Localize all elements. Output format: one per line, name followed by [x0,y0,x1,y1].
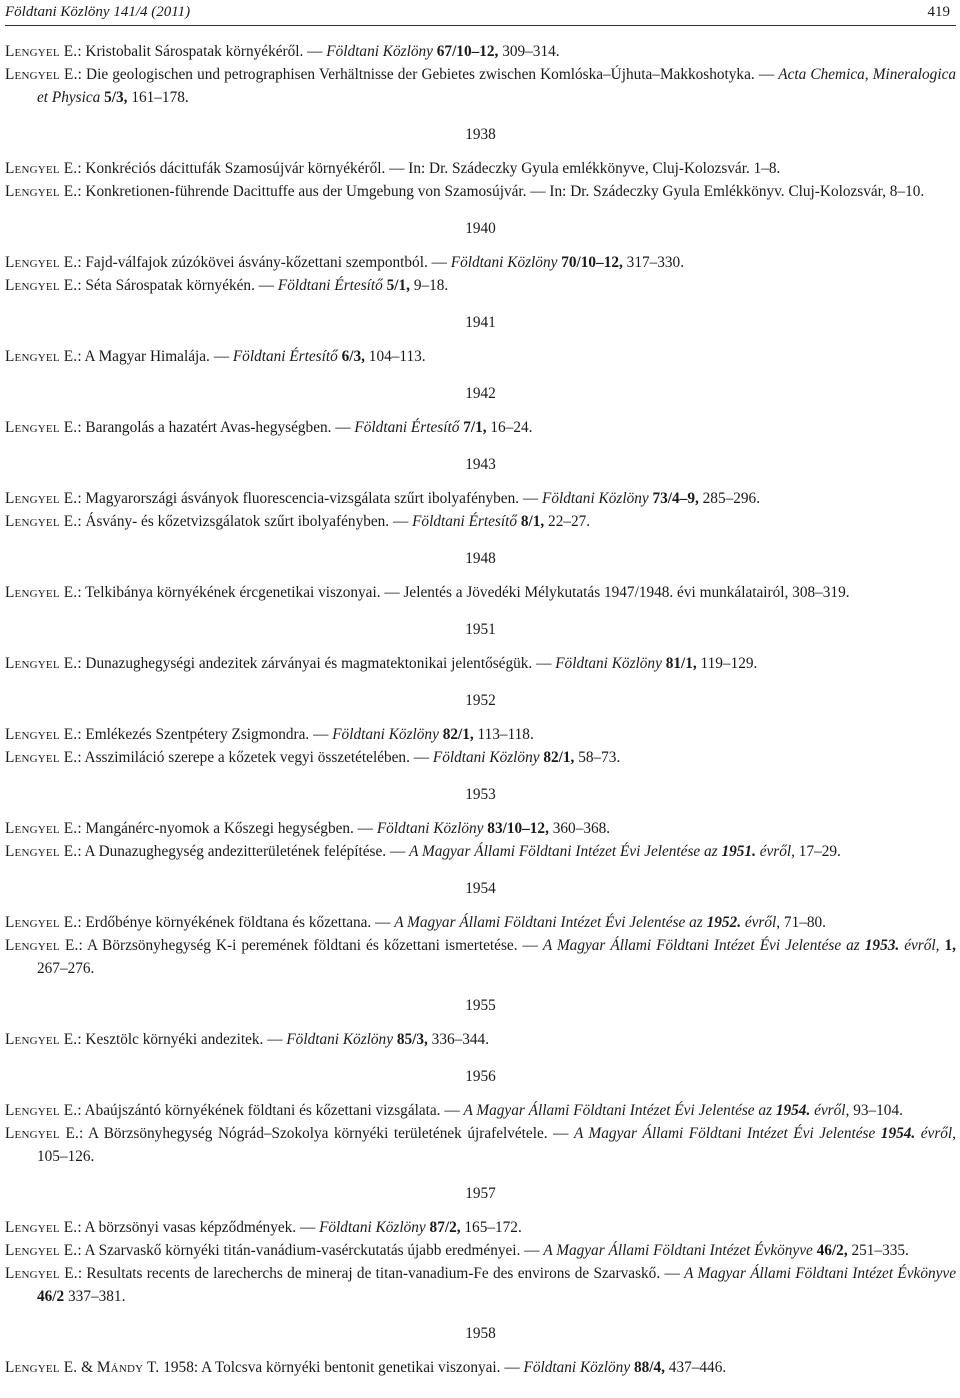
year-reference: 1954. [775,1102,811,1119]
year-heading: 1951 [465,621,496,638]
reference-text: : Konkréciós dácittufák Szamosújvár környékéről. — In: Dr. Szádeczky Gyula emlékkönyve, Cluj-Kolozsvár. 1–8. [77,160,781,177]
author-name: Lengyel E. [5,513,78,530]
volume-number: 83/10–12, [487,820,549,837]
author-name: Lengyel E. [5,348,78,365]
reference-entry [5,746,956,769]
reference-text: 360–368. [548,820,611,837]
year-section [5,1168,956,1308]
reference-text: : A Börzsönyhegység Nógrád–Szokolya környéki területének újrafelvétele. — [79,1125,574,1142]
volume-number: 70/10–12, [561,254,623,271]
source-title: Földtani Közlöny [432,749,540,766]
author-name: Lengyel E. [5,43,78,60]
year-heading: 1956 [465,1068,496,1085]
author-name: Lengyel E. [5,843,78,860]
year-section [5,980,956,1051]
volume-number: 5/3, [104,89,128,106]
reference-text: 165–172. [460,1219,522,1236]
reference-text: : Séta Sárospatak környékén. — [77,277,278,294]
reference-entry [5,652,956,675]
author-name: Lengyel E. [5,820,78,837]
bibliography-list [5,40,956,1379]
reference-text: 9–18. [410,277,449,294]
year-section [5,769,956,863]
author-name: Lengyel E. [5,1219,78,1236]
reference-text: & [77,1359,97,1376]
reference-text: 309–314. [498,43,560,60]
reference-text: : Barangolás a hazatért Avas-hegységben. — [77,419,355,436]
reference-entry [5,723,956,746]
source-title: A Magyar Állami Földtani Intézet Évkönyve [684,1265,956,1282]
reference-text: 22–27. [544,513,591,530]
volume-number: 73/4–9, [652,490,699,507]
year-section [5,40,956,109]
author-name: Lengyel E. [5,419,78,436]
author-name: Lengyel E. [5,937,79,954]
source-title: Földtani Értesítő [232,348,338,365]
author-name: Lengyel E. [5,726,78,743]
reference-entry [5,510,956,533]
author-name: Lengyel E. [5,1359,78,1376]
reference-text: : A Dunazughegység andezitterületének felépítése. — [77,843,410,860]
year-section [5,1308,956,1379]
reference-entry [5,840,956,863]
reference-text: 317–330. [622,254,685,271]
year-section [5,604,956,675]
year-heading: 1955 [465,997,496,1014]
author-name: Lengyel E. [5,914,78,931]
reference-text: 267–276. [37,960,95,977]
reference-text: : Asszimiláció szerepe a kőzetek vegyi összetételében. — [77,749,433,766]
volume-number: 46/2, [816,1242,848,1259]
year-section [5,863,956,980]
volume-number: 85/3, [396,1031,428,1048]
author-name: Lengyel E. [5,1265,78,1282]
year-section [5,1051,956,1168]
source-title: A Magyar Állami Földtani Intézet Évi Jelentése [573,1125,881,1142]
year-heading: 1954 [465,880,496,897]
source-title: A Magyar Állami Földtani Intézet Évi Jelentése az [409,843,722,860]
year-heading: 1957 [465,1185,496,1202]
reference-entry [5,1239,956,1262]
author-name: Lengyel E. [5,183,78,200]
reference-entry [5,345,956,368]
reference-entry [5,487,956,510]
source-title: évről, [915,1125,956,1142]
reference-text: : Mangánérc-nyomok a Kőszegi hegységben. — [77,820,377,837]
year-heading: 1948 [465,550,496,567]
reference-text: 58–73. [574,749,621,766]
year-section [5,297,956,368]
reference-text: 16–24. [486,419,533,436]
reference-text: 437–446. [664,1359,727,1376]
reference-text: 71–80. [780,914,826,931]
year-heading: 1941 [465,314,496,331]
year-heading: 1938 [465,126,496,143]
author-name: Lengyel E. [5,1125,80,1142]
volume-number: 82/1, [543,749,575,766]
reference-text: 251–335. [847,1242,909,1259]
reference-entry [5,911,956,934]
volume-number: 1, [944,937,956,954]
author-name: Lengyel E. [5,655,78,672]
reference-text: : Telkibánya környékének ércgenetikai viszonyai. — Jelentés a Jövedéki Mélykutatás 1947/1948. évi munkálatairól, 308–319. [77,584,850,601]
author-name: Lengyel E. [5,749,78,766]
reference-text: 113–118. [473,726,534,743]
reference-text: : A börzsönyi vasas képződmények. — [77,1219,320,1236]
source-title: Földtani Értesítő [277,277,383,294]
volume-number: 46/2 [37,1288,65,1305]
year-reference: 1953. [864,937,900,954]
reference-text: 285–296. [698,490,761,507]
source-title: Földtani Közlöny [319,1219,426,1236]
reference-text: 105–126. [37,1148,95,1165]
reference-entry [5,274,956,297]
reference-text: : Die geologischen und petrographisen Verhältnisse der Gebietes zwischen Komlóska–Újhuta–Makkoshotyka. — [77,66,779,83]
author-name: Lengyel E. [5,160,78,177]
reference-entry [5,251,956,274]
reference-text: : Resultats recents de larecherchs de mineraj de titan-vanadium-Fe des environs de Szarvaskő. — [77,1265,685,1282]
volume-number: 82/1, [442,726,474,743]
author-name: Lengyel E. [5,490,78,507]
reference-text: : A Magyar Himalája. — [77,348,233,365]
volume-number: 6/3, [341,348,365,365]
reference-entry [5,1028,956,1051]
source-title: évről, [899,937,940,954]
source-title: Acta Chemica, Mineralogica et Physica [37,66,957,106]
volume-number: 87/2, [429,1219,461,1236]
reference-text: : Abaújszántó környékének földtani és kőzettani vizsgálata. — [77,1102,464,1119]
author-name: Mándy T. [96,1359,160,1376]
source-title: Földtani Értesítő [412,513,518,530]
source-title: A Magyar Állami Földtani Intézet Évkönyve [543,1242,813,1259]
reference-text: 93–104. [849,1102,903,1119]
year-section [5,439,956,533]
year-section [5,533,956,604]
volume-number: 5/1, [386,277,410,294]
reference-text: 17–29. [794,843,841,860]
reference-text: 336–344. [427,1031,490,1048]
reference-entry [5,1099,956,1122]
year-section [5,675,956,769]
year-heading: 1958 [465,1325,496,1342]
page-number: 419 [927,4,950,20]
reference-text: : Erdőbénye környékének földtana és kőzettana. — [77,914,395,931]
author-name: Lengyel E. [5,1242,78,1259]
reference-entry [5,1356,956,1379]
reference-entry [5,40,956,63]
source-title: Földtani Közlöny [450,254,558,271]
reference-entry [5,1262,956,1308]
author-name: Lengyel E. [5,254,78,271]
reference-text: 1958: A Tolcsva környéki bentonit genetikai viszonyai. — [159,1359,524,1376]
volume-number: 7/1, [463,419,487,436]
reference-text: : Ásvány- és kőzetvizsgálatok szűrt ibolyafényben. — [77,513,413,530]
source-title: A Magyar Állami Földtani Intézet Évi Jelentése az [542,937,865,954]
year-heading: 1940 [465,220,496,237]
header-rule [5,25,956,26]
year-section [5,109,956,203]
year-reference: 1954. [880,1125,916,1142]
reference-entry [5,817,956,840]
source-title: évről, [810,1102,850,1119]
reference-text: 337–381. [64,1288,126,1305]
reference-entry [5,416,956,439]
reference-entry [5,180,956,203]
reference-text: : Fajd-válfajok zúzókövei ásvány-kőzettani szempontból. — [77,254,451,271]
source-title: A Magyar Állami Földtani Intézet Évi Jelentése az [394,914,707,931]
source-title: A Magyar Állami Földtani Intézet Évi Jelentése az [463,1102,776,1119]
volume-number: 67/10–12, [436,43,499,60]
reference-text: : Konkretionen-führende Dacittuffe aus der Umgebung von Szamosújvár. — In: Dr. Szádeczky Gyula Emlékkönyv. Cluj-Kolozsvár, 8–10. [77,183,925,200]
reference-text: : Dunazughegységi andezitek zárványai és magmatektonikai jelentőségük. — [77,655,556,672]
reference-text: : Emlékezés Szentpétery Zsigmondra. — [77,726,333,743]
author-name: Lengyel E. [5,277,78,294]
volume-number: 88/4, [633,1359,665,1376]
year-section [5,203,956,297]
author-name: Lengyel E. [5,584,78,601]
journal-citation: Földtani Közlöny 141/4 (2011) [5,4,191,20]
source-title: évről, [755,843,795,860]
source-title: Földtani Közlöny [332,726,439,743]
reference-text: 104–113. [364,348,426,365]
reference-text: 119–129. [696,655,758,672]
reference-entry [5,581,956,604]
year-reference: 1952. [706,914,742,931]
year-heading: 1953 [465,786,496,803]
source-title: Földtani Közlöny [523,1359,631,1376]
source-title: Földtani Közlöny [326,43,433,60]
year-heading: 1952 [465,692,496,709]
reference-entry [5,157,956,180]
year-reference: 1951. [721,843,756,860]
reference-text: : Kesztölc környéki andezitek. — [77,1031,287,1048]
reference-entry [5,934,956,980]
author-name: Lengyel E. [5,1102,78,1119]
running-header [5,0,956,25]
reference-text: : Magyarországi ásványok fluorescencia-vizsgálata szűrt ibolyafényben. — [77,490,543,507]
reference-entry [5,1122,956,1168]
year-heading: 1943 [465,456,496,473]
reference-text: : A Börzsönyhegység K-i peremének földtani és kőzettani ismertetése. — [78,937,543,954]
author-name: Lengyel E. [5,1031,78,1048]
year-section [5,368,956,439]
reference-text: 161–178. [127,89,189,106]
reference-entry [5,1216,956,1239]
source-title: Földtani Közlöny [542,490,649,507]
reference-text: : A Szarvaskő környéki titán-vanádium-vasérckutatás újabb eredményei. — [77,1242,544,1259]
author-name: Lengyel E. [5,66,78,83]
reference-text: : Kristobalit Sárospatak környékéről. — [77,43,327,60]
source-title: Földtani Közlöny [376,820,484,837]
source-title: Földtani Értesítő [354,419,460,436]
volume-number: 8/1, [520,513,545,530]
reference-entry [5,63,956,109]
source-title: Földtani Közlöny [286,1031,393,1048]
source-title: Földtani Közlöny [555,655,662,672]
year-heading: 1942 [465,385,496,402]
volume-number: 81/1, [665,655,697,672]
source-title: évről, [741,914,781,931]
